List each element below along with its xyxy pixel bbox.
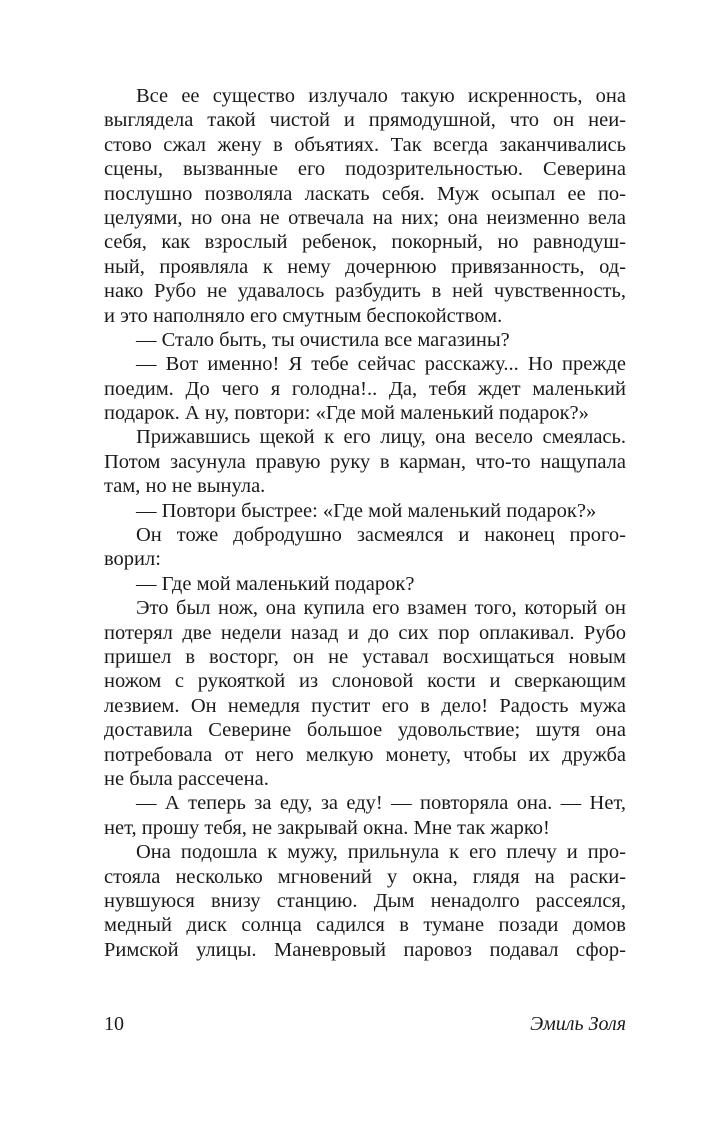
text-line: — Повтори быстрее: «Где мой маленький подарок?» [136, 499, 597, 522]
text-line: пришел в восторг, он не уставал восхищаться новым [104, 645, 626, 668]
text-line: — Стало быть, ты очистила все магазины? [136, 328, 510, 351]
text-line: стояла несколько мгновений у окна, глядя на раски- [104, 865, 626, 888]
text-line: подарок. А ну, повтори: «Где мой маленький подарок?» [104, 402, 589, 425]
text-line: потерял две недели назад и до сих пор оплакивал. Рубо [104, 621, 626, 644]
text-line: Римской улицы. Маневровый паровоз подавал сфор- [104, 938, 626, 961]
text-line: выглядела такой чистой и прямодушной, что он неи- [104, 109, 626, 132]
body-text [104, 84, 626, 962]
text-line: стово сжал жену в объятиях. Так всегда заканчивались [104, 133, 626, 156]
text-line: Все ее существо излучало такую искренность, она [136, 85, 626, 107]
text-line: доставила Северине большое удовольствие; шутя она [104, 719, 626, 742]
text-line: поедим. До чего я голодна!.. Да, тебя ждет маленький [104, 377, 626, 400]
text-line: Прижавшись щекой к его лицу, она весело смеялась. [136, 426, 626, 449]
page-number: 10 [104, 1013, 124, 1035]
text-line: медный диск солнца садился в тумане позади домов [104, 914, 626, 937]
text-line: Он тоже добродушно засмеялся и наконец прого- [136, 524, 626, 547]
text-line: Потом засунула правую руку в карман, что-то нащупала [104, 450, 626, 473]
text-line: ворил: [104, 548, 161, 571]
text-line: послушно позволяла ласкать себя. Муж осыпал ее по- [104, 182, 626, 205]
text-line: нако Рубо не удавалось разбудить в ней чувственность, [104, 280, 626, 303]
text-line: — А теперь за еду, за еду! — повторяла она. — Нет, [136, 792, 626, 815]
text-line: — Где мой маленький подарок? [136, 572, 415, 595]
text-line: сцены, вызванные его подозрительностью. Северина [104, 158, 626, 181]
text-line: там, но не вынула. [104, 475, 266, 498]
text-line: целуями, но она не отвечала на них; она неизменно вела [104, 206, 626, 229]
running-footer-author: Эмиль Золя [530, 1013, 626, 1035]
text-line: потребовала от него мелкую монету, чтобы их дружба [104, 743, 626, 766]
text-line: и это наполняло его смутным беспокойством. [104, 304, 503, 327]
text-line: не была рассечена. [104, 767, 269, 790]
text-line: — Вот именно! Я тебе сейчас расскажу... Но прежде [136, 353, 626, 376]
text-line: Она подошла к мужу, прильнула к его плечу и про- [136, 841, 626, 864]
text-line: нувшуюся внизу станцию. Дым ненадолго рассеялся, [104, 889, 626, 912]
text-line: Это был нож, она купила его взамен того, который он [136, 597, 626, 620]
text-line: себя, как взрослый ребенок, покорный, но равнодуш- [104, 231, 626, 254]
page-footer [104, 1013, 626, 1039]
text-line: лезвием. Он немедля пустит его в дело! Радость мужа [104, 694, 626, 717]
text-line: нет, прошу тебя, не закрывай окна. Мне так жарко! [104, 816, 550, 839]
text-line: ный, проявляла к нему дочернюю привязанность, од- [104, 255, 626, 278]
text-line: ножом с рукояткой из слоновой кости и сверкающим [104, 670, 626, 693]
